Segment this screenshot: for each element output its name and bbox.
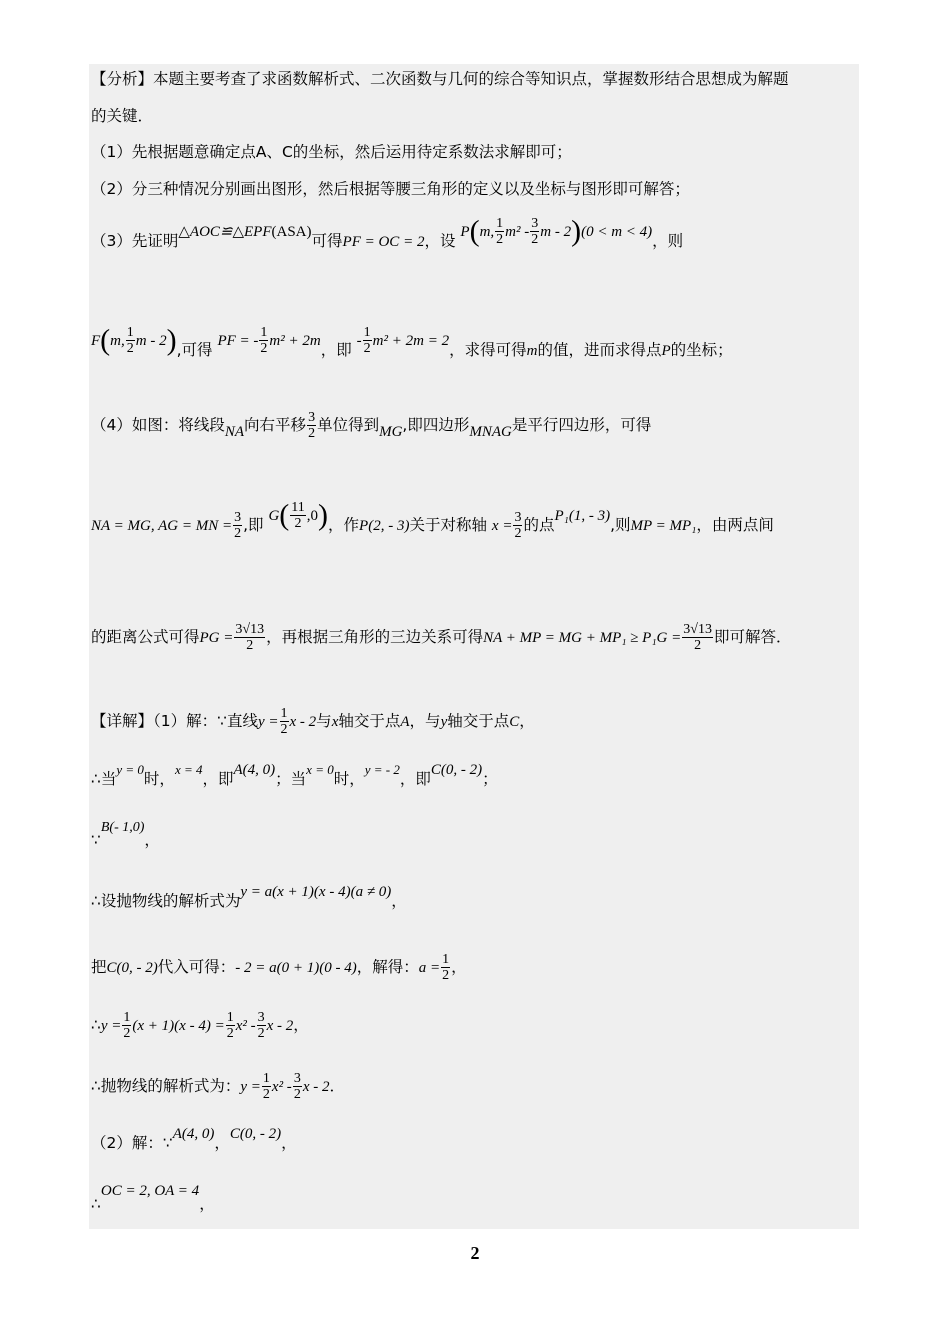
detail-line-2: ∴当$^{y = 0}$时，$^{x = 4}$，即A(4, 0)；当$^{x = 0}$时，$^{y = - 2}$，即C(0, - 2)； [91, 762, 498, 788]
analysis-step-3: （3）先证明△AOC≌△EPF(ASA)可得PF = OC = 2，设 P(m, $\frac{1}{2}$ m² - $\frac{3}{2}$ m - 2)(0 < m < 4)，则 [91, 214, 684, 250]
analysis-step-1: （1）先根据题意确定点A、C的坐标，然后运用待定系数法求解即可； [91, 143, 572, 161]
analysis-step-4b: NA = MG, AG = MN = $\frac{3}{2}$ ,即 G( $\frac{11}{2}$ ,0)，作P(2, - 3)关于对称轴 x = $\frac{3}{2}$ 的点P₁(1, - 3),则MP = MP₁，由两点间 [91, 498, 774, 541]
detail-line-9: ∴OC = 2, OA = 4， [91, 1183, 215, 1213]
analysis-step-4: （4）如图：将线段NA向右平移 $\frac{3}{2}$ 单位得到MG,即四边形MNAG是平行四边形，可得 [91, 410, 652, 441]
page-number: 2 [470, 1243, 480, 1263]
analysis-line-2: 的关键． [91, 107, 154, 125]
detail-line-3: ∵B(- 1,0)， [91, 820, 160, 849]
analysis-step-3b: F(m, $\frac{1}{2}$ m - 2),可得 PF = - $\frac{1}{2}$ m² + 2m，即 - $\frac{1}{2}$ m² + 2m = 2，求得可得m的值，进而求得点P的坐标； [91, 323, 733, 359]
detail-line-5: 把C(0, - 2)代入可得：- 2 = a(0 + 1)(0 - 4)，解得：a = $\frac{1}{2}$ ， [91, 952, 467, 983]
analysis-line-1: 【分析】本题主要考查了求函数解析式、二次函数与几何的综合等知识点，掌握数形结合思想成为解题 [91, 70, 789, 88]
detail-line-1: 【详解】（1）解：∵直线y = $\frac{1}{2}$ x - 2与x轴交于点A，与y轴交于点C， [91, 706, 535, 737]
detail-line-8: （2）解：∵A(4, 0)，C(0, - 2)， [91, 1126, 297, 1152]
congruence: △AOC≌△EPF [178, 224, 272, 240]
analysis-step-4c: 的距离公式可得PG = $\frac{3√13}{2}$ ，再根据三角形的三边关系可得NA + MP = MG + MP₁ ≥ P₁G = $\frac{3√13}{2}$ 即可解答． [91, 622, 792, 653]
detail-line-7: ∴抛物线的解析式为：y = $\frac{1}{2}$ x² - $\frac{3}{2}$ x - 2． [91, 1071, 345, 1102]
detail-line-4: ∴设抛物线的解析式为y = a(x + 1)(x - 4)(a ≠ 0)， [91, 884, 407, 910]
detail-line-6: ∴y = $\frac{1}{2}$ (x + 1)(x - 4) = $\frac{1}{2}$ x² - $\frac{3}{2}$ x - 2， [91, 1010, 309, 1041]
analysis-step-2: （2）分三种情况分别画出图形，然后根据等腰三角形的定义以及坐标与图形即可解答； [91, 180, 690, 198]
